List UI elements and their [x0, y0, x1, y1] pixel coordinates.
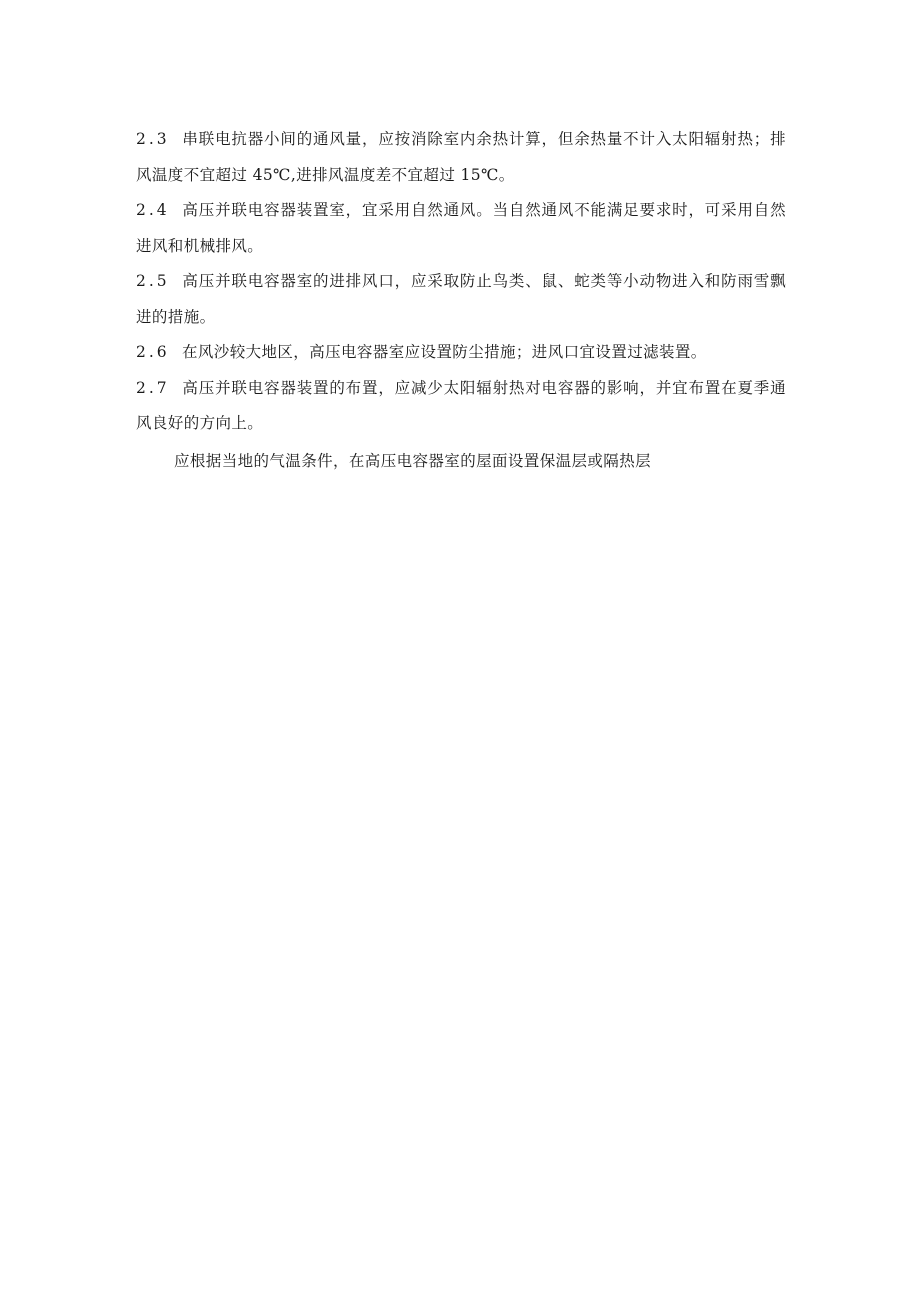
clause-2-6: [136, 335, 786, 371]
clause-text: 串联电抗器小间的通风量，应按消除室内余热计算，但余热量不计入太阳辐射热；排风温度不宜超过 45℃,进排风温度差不宜超过 15℃。: [136, 130, 786, 184]
clause-2-7: [136, 371, 786, 442]
clause-number: 2.5: [136, 272, 170, 290]
clause-text: 在风沙较大地区，高压电容器室应设置防尘措施；进风口宜设置过滤装置。: [182, 343, 707, 361]
clause-number: 2.3: [136, 130, 170, 148]
clause-2-5: [136, 264, 786, 335]
document-body: [136, 122, 786, 479]
clause-2-4: [136, 193, 786, 264]
clause-number: 2.7: [136, 378, 170, 397]
closing-paragraph: 应根据当地的气温条件，在高压电容器室的屋面设置保温层或隔热层: [174, 451, 652, 470]
clause-text: 高压并联电容器装置的布置，应减少太阳辐射热对电容器的影响，并宜布置在夏季通风良好的方向上。: [136, 378, 786, 432]
clause-text: 高压并联电容器装置室，宜采用自然通风。当自然通风不能满足要求时，可采用自然进风和机械排风。: [136, 201, 786, 255]
clause-text: 高压并联电容器室的进排风口，应采取防止鸟类、鼠、蛇类等小动物进入和防雨雪飘进的措施。: [136, 272, 786, 326]
clause-number: 2.6: [136, 343, 170, 361]
clause-number: 2.4: [136, 201, 170, 219]
clause-2-3: [136, 122, 786, 193]
